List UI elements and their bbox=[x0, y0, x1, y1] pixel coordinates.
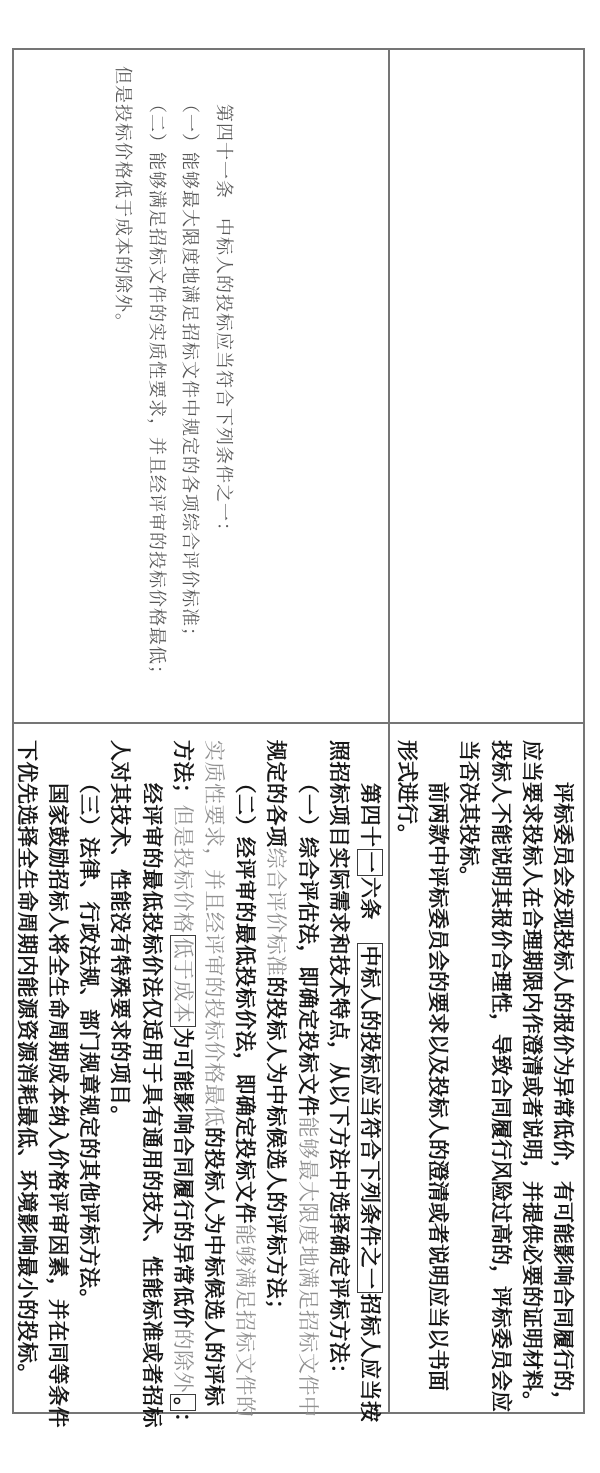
text-line bbox=[73, 740, 104, 1414]
text-line bbox=[453, 740, 484, 1414]
text-segment: 前两款中评标委员会的要求以及投标人的澄清或者说明应当以书面 bbox=[426, 740, 451, 1391]
text-segment: 第四十 bbox=[358, 740, 382, 848]
text-segment: 当否决其投标。 bbox=[457, 740, 482, 887]
text-segment: （二）能够满足招标文件的实质性要求，并且经评审的投标价格最低； bbox=[147, 66, 167, 684]
text-line bbox=[167, 740, 198, 1434]
text-segment-boxed-faded: 低于成本 bbox=[170, 935, 196, 1027]
text-segment: 招标人应当按 bbox=[358, 1293, 382, 1423]
cell-draft-article-46-markup bbox=[10, 724, 388, 1434]
text-segment: 经评审的最低投标价法仅适用于具有通用的技术、性能标准或者招标 bbox=[139, 740, 164, 1428]
text-segment: 第四十一条 中标人的投标应当符合下列条件之一： bbox=[214, 66, 234, 541]
text-segment: （一）综合评估法，即确定投标文件 bbox=[295, 740, 320, 1117]
text-line bbox=[391, 740, 422, 1414]
text-segment: 但是投标价格低于成本的除外。 bbox=[113, 66, 134, 332]
text-segment-faded: 但是投标价格 bbox=[170, 804, 195, 934]
text-line bbox=[140, 66, 174, 722]
text-line bbox=[207, 66, 241, 722]
text-segment-boxed: 中标人的投标应当符合下列条件之一 bbox=[357, 943, 383, 1293]
text-line bbox=[260, 740, 291, 1414]
text-line bbox=[11, 740, 42, 1414]
cell-empty bbox=[390, 50, 583, 722]
text-segment: 方法； bbox=[170, 740, 195, 805]
text-line bbox=[229, 740, 260, 1418]
text-segment: 应当要求投标人在合理期限内作澄清或者说明，并提供必要的证明材料。 bbox=[519, 740, 544, 1412]
text-segment: （二）经评审的最低投标价法，即确定投标文件 bbox=[233, 740, 258, 1224]
text-line bbox=[106, 66, 140, 722]
text-line bbox=[291, 740, 322, 1418]
text-line bbox=[484, 740, 515, 1414]
law-comparison-table bbox=[12, 48, 585, 1434]
text-line bbox=[198, 740, 229, 1414]
text-segment: 为可能影响合同履行的异常低价 bbox=[170, 1027, 195, 1329]
text-segment-faded: 能够最大限度地满足招标文件中 bbox=[295, 1116, 320, 1418]
text-line bbox=[173, 66, 207, 722]
text-line bbox=[422, 740, 453, 1414]
text-line bbox=[42, 740, 73, 1428]
text-segment-faded: 实质性要求，并且经评审的投标价格最低 bbox=[201, 740, 226, 1127]
text-line bbox=[135, 740, 166, 1428]
text-line bbox=[104, 740, 135, 1414]
text-segment: 人对其技术、性能没有特殊要求的项目。 bbox=[108, 740, 133, 1127]
cell-draft-clause-continuation bbox=[390, 724, 583, 1414]
text-segment-faded: 综合评价标准 bbox=[264, 847, 289, 977]
text-segment-boxed: 一 bbox=[357, 849, 383, 877]
text-line bbox=[323, 740, 354, 1414]
text-line bbox=[354, 740, 385, 1423]
text-segment: 投标人不能说明其报价合理性，导致合同履行风险过高的，评标委员会应 bbox=[488, 740, 513, 1412]
text-segment: 照招标项目实际需求和技术特点，从以下方法中选择确定评标方法： bbox=[326, 740, 351, 1385]
text-segment: 国家鼓励招标人将全生命周期成本纳入价格评审因素，并在同等条件 bbox=[45, 740, 70, 1428]
text-segment-boxed: 。 bbox=[170, 1394, 196, 1411]
text-segment-faded: 的除外 bbox=[170, 1328, 195, 1393]
text-segment: 六条 bbox=[358, 877, 382, 942]
text-segment-faded: 能够满足招标文件的 bbox=[233, 1224, 258, 1418]
text-segment: 的投标人为中标候选人的评标方法； bbox=[264, 976, 289, 1321]
text-segment: 规定的各项 bbox=[264, 740, 289, 848]
text-segment: （一）能够最大限度地满足招标文件中规定的各项综合评价标准； bbox=[180, 66, 201, 646]
text-segment: （三）法律、行政法规、部门规章规定的其他评标方法。 bbox=[77, 740, 102, 1310]
text-line bbox=[516, 740, 547, 1414]
text-segment: 形式进行。 bbox=[394, 740, 419, 845]
text-segment: 评标委员会发现投标人的报价为异常低价，有可能影响合同履行的， bbox=[551, 740, 575, 1412]
text-segment: 的投标人为中标候选人的评标 bbox=[201, 1127, 226, 1407]
text-segment: 下优先选择全生命周期内能源资源消耗最低、环境影响最小的投标。 bbox=[14, 740, 39, 1385]
text-segment: ： bbox=[170, 1412, 195, 1434]
text-line bbox=[547, 740, 578, 1414]
cell-current-law-article-41 bbox=[10, 50, 388, 722]
